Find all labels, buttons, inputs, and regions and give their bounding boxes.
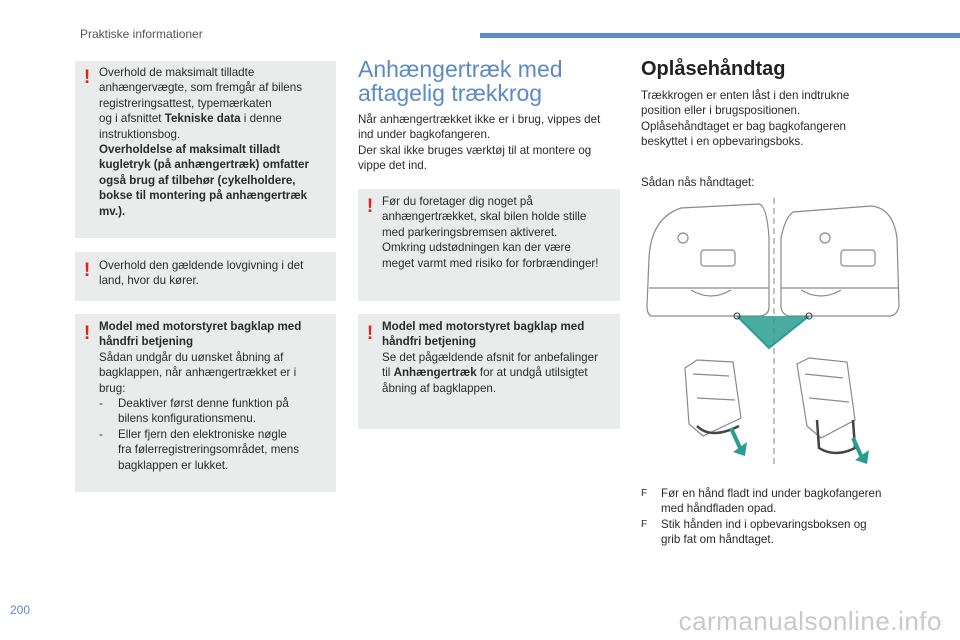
warning-text: Overhold den gældende lovgivning i det land, hvor du kører. xyxy=(99,259,304,288)
warning-box-parking xyxy=(358,189,620,301)
section-heading: Oplåsehåndtag xyxy=(641,58,786,80)
warning-box-tailgate xyxy=(75,314,336,492)
section-heading: Anhængertræk med aftagelig trækkrog xyxy=(358,56,563,106)
warning-text: Før du foretager dig noget på anhængertrækket, skal bilen holde stille med parkeringsbremsen aktiveret. Omkring udstødningen kan der være meget varmt med risiko for forbrændinger! xyxy=(382,195,599,270)
release-handle-illustration xyxy=(641,198,900,465)
step-item: F Stik hånden ind i opbevaringsboksen og grib fat om håndtaget. xyxy=(641,517,867,547)
warning-icon: ! xyxy=(366,323,374,344)
warning-text: Overhold de maksimalt tilladte anhængervægte, som fremgår af bilens registreringsattest, typemærkaten og i afsnittet Tekniske data i denne instruktionsbog. Overholdelse af maksimalt tilladt kugletryk (på anhængertræk) omfatter også brug af tilbehør (cykelholdere, bokse til montering på anhængertræk mv.). xyxy=(99,66,310,218)
warning-text: Model med motorstyret bagklap med håndfri betjening Se det pågældende afsnit for anbefalinger til Anhængertræk for at undgå utilsigtet åbning af bagklappen. xyxy=(382,320,598,395)
running-header: Praktiske informationer xyxy=(80,27,203,41)
dash-item: - Deaktiver først denne funktion på bilens konfigurationsmenu. xyxy=(99,397,289,426)
intro-text: Når anhængertrækket ikke er i brug, vippes det ind under bagkofangeren. Der skal ikke bruges værktøj til at montere og vippe det ind. xyxy=(358,113,601,173)
step-item: F Før en hånd fladt ind under bagkofangeren med håndfladen opad. xyxy=(641,487,882,516)
warning-text: Model med motorstyret bagklap med håndfri betjening Sådan undgår du uønsket åbning af bagklappen, når anhængertrækket er i brug: xyxy=(99,320,302,395)
dash-item: - Eller fjern den elektroniske nøgle fra følerregistreringsområdet, mens bagklappen er lukket. xyxy=(99,427,300,472)
warning-icon: ! xyxy=(83,67,91,88)
watermark: carmanualsonline.info xyxy=(678,606,942,636)
steps-list xyxy=(641,486,906,548)
intro-text: Trækkrogen er enten låst i den indtrukne position eller i brugspositionen. Oplåsehåndtaget er bag bagkofangeren beskyttet i en opbevaringsboks. xyxy=(641,89,850,149)
warning-icon: ! xyxy=(83,260,91,281)
warning-box-legislation xyxy=(75,252,336,301)
warning-icon: ! xyxy=(83,323,91,344)
warning-box-handsfree xyxy=(358,314,620,429)
warning-icon: ! xyxy=(366,196,374,217)
header-accent-bar xyxy=(480,33,960,38)
how-to-text: Sådan nås håndtaget: xyxy=(641,176,755,189)
page-number: 200 xyxy=(10,603,31,617)
warning-box-weights xyxy=(75,61,336,238)
